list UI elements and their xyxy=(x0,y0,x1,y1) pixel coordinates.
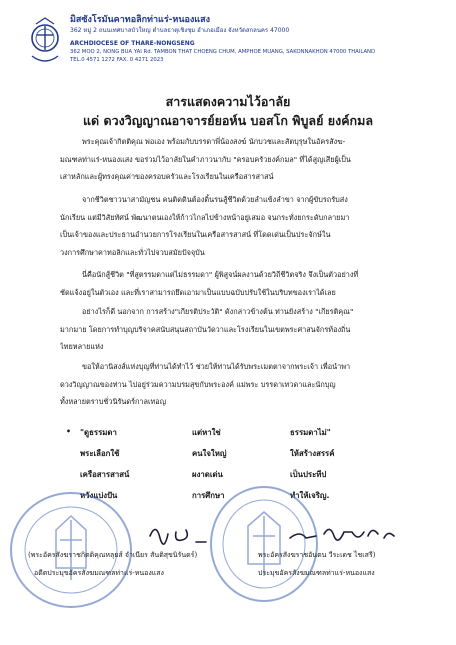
verse-row xyxy=(66,427,410,448)
paragraph-line: จากชีวิตชาวนาสามัญชน คนติดดินต้องดิ้นรนสู้ชีวิตด้วยลำแข้งลำขา จากผู้ขับรถรับส่ง xyxy=(82,195,348,204)
paragraph-line: นี่คือนักสู้ชีวิต "ที่สูตรรมดาแต่ไม่ธรรมดา" ผู้พิสูจน์ผลงานด้วยวิถีชีวิตจริง จึงเป็นตัวอย่างที่ xyxy=(82,270,359,279)
paragraph-line: วงการศึกษาคาทอลิกและทั่วไปจวบสมัยปัจจุบัน xyxy=(60,247,205,257)
letterhead-contact: TEL.0 4571 1272 FAX. 0 4271 2023 xyxy=(70,57,164,63)
verse-cell: ธรรมดาไม่" xyxy=(290,428,331,437)
letterhead-address-th: 362 หมู่ 2 ถนนเทศบาลบัวใหญ่ ตำบลธาตุเชิงชุม อำเภอเมือง จังหวัดสกลนคร 47000 xyxy=(70,27,290,34)
right-signatory xyxy=(258,546,448,582)
paragraph-line: ไทยหลายแห่ง xyxy=(60,342,104,351)
paragraph-line: ชัดแจ้งอยู่ในตัวเอง และที่เราสามารถยึดเอามาเป็นแบบฉบับปรับใช้ในบริบทของเราได้เลย xyxy=(60,287,336,297)
verse-cell: "ดูธรรมดา xyxy=(80,428,117,437)
paragraph-line: อย่างไรก็ดี นอกจาก การสร้าง"เกียรติประวัติ" ดังกล่าวข้างต้น ท่านยังสร้าง "เกียรติคุณ" xyxy=(82,307,354,316)
paragraph-2 xyxy=(60,191,406,261)
left-signature-icon xyxy=(150,529,206,544)
paragraph-4 xyxy=(60,303,406,356)
paragraph-line: ทั้งหลายตราบชั่วนิรันดร์กาลเทอญ xyxy=(60,397,166,406)
paragraph-line: นักเรียน แต่มีวิสัยทัศน์ พัฒนาตนเองให้ก้าวไกลไปข้างหน้าอยู่เสมอ จนกระทั่งยกระดับกลายมา xyxy=(60,212,350,222)
paragraph-line: ดวงวิญญาณของท่าน ไปอยู่ร่วมความบรมสุขกับพระองค์ แม่พระ บรรดาเทวดาและนักบุญ xyxy=(60,379,336,389)
verse-row xyxy=(80,448,410,469)
paragraph-1 xyxy=(60,133,406,186)
left-signatory-title: อดีตประมุขอัครสังฆมณฑลท่าแร่-หนองแสง xyxy=(34,569,164,577)
left-signatory xyxy=(28,546,238,582)
document-subtitle: แด่ ดวงวิญญาณอาจารย์ยอห์น บอสโก พิบูลย์ ยงค์กมล xyxy=(82,113,374,128)
right-signatory-name: พระอัครสังฆราชอันตน วีระเดช ไชเสรี) xyxy=(258,551,376,559)
verse-cell: ผงาดเด่น xyxy=(192,470,223,479)
document-title: สารแสดงความไว้อาลัย xyxy=(165,94,291,109)
letterhead xyxy=(28,14,438,76)
paragraph-line: เสาหลักและผู้ทรงคุณค่าของครอบครัวและโรงเรียนในเครือสารสาสน์ xyxy=(60,172,274,181)
left-signatory-name: (พระอัครสังฆราชกิตติคุณหลุยส์ จำเนียร สันติสุขนิรันดร์) xyxy=(28,551,198,559)
letterhead-name-th: มิสซังโรมันคาทอลิกท่าแร่-หนองแสง xyxy=(70,15,210,25)
bullet-icon: • xyxy=(66,427,71,436)
paragraph-line: ขอให้อานิสงส์แห่งบุญที่ท่านได้ทำไว้ ช่วยให้ท่านได้รับพระเมตตาจากพระเจ้า เพื่อนำพา xyxy=(82,362,351,371)
verse-cell: หวังแบ่งปัน xyxy=(80,491,118,500)
verse-cell: พระเลือกใช้ xyxy=(80,449,120,458)
paragraph-line: มากมาย โดยการทำบุญบริจาคสนับสนุนสถาบันวัดวาและโรงเรียนในเขตพระศาสนจักรท้องถิ่น xyxy=(60,324,351,334)
verse-cell: เป็นประทีป xyxy=(290,470,327,479)
paragraph-line: พระคุณเจ้ากิตติคุณ พ่อเอง พร้อมกับบรรดาพี่น้องสงฆ์ นักบวชและสัตบุรุษในอัครสังฆ- xyxy=(82,137,346,146)
letterhead-name-en: ARCHDIOCESE OF THARE-NONGSENG xyxy=(70,40,195,47)
paragraph-3 xyxy=(60,266,406,301)
verse-cell: การศึกษา xyxy=(192,491,225,500)
verse-cell: เครือสารสาสน์ xyxy=(80,470,130,479)
verse-cell: แต่หาใช่ xyxy=(192,428,221,437)
archdiocese-logo-icon xyxy=(28,16,62,68)
verse-cell: ทำให้เจริญ. xyxy=(290,491,330,500)
paragraph-5 xyxy=(60,358,406,411)
paragraph-line: เป็นเจ้าของและประธานอำนวยการโรงเรียนในเครือสารสาสน์ ที่โดดเด่นเป็นประจักษ์ใน xyxy=(60,230,331,239)
letterhead-address-en: 362 MOO 2, NONG BUA YAI Rd. TAMBON THAT CHOENG CHUM, AMPHOE MUANG, SAKONNAKHON 47000 THAILAND xyxy=(70,49,376,55)
right-signatory-title: ประมุขอัครสังฆมณฑลท่าแร่-หนองแสง xyxy=(258,569,375,577)
verse-cell: คนใจใหญ่ xyxy=(192,449,227,458)
paragraph-line: มณฑลท่าแร่-หนองแสง ขอร่วมไว้อาลัยในคำภาวนากับ "ครอบครัวยงค์กมล" ที่ได้สูญเสียผู้เป็น xyxy=(60,154,351,164)
right-signature-icon xyxy=(290,529,394,540)
verse-cell: ให้สร้างสรรค์ xyxy=(290,449,335,458)
